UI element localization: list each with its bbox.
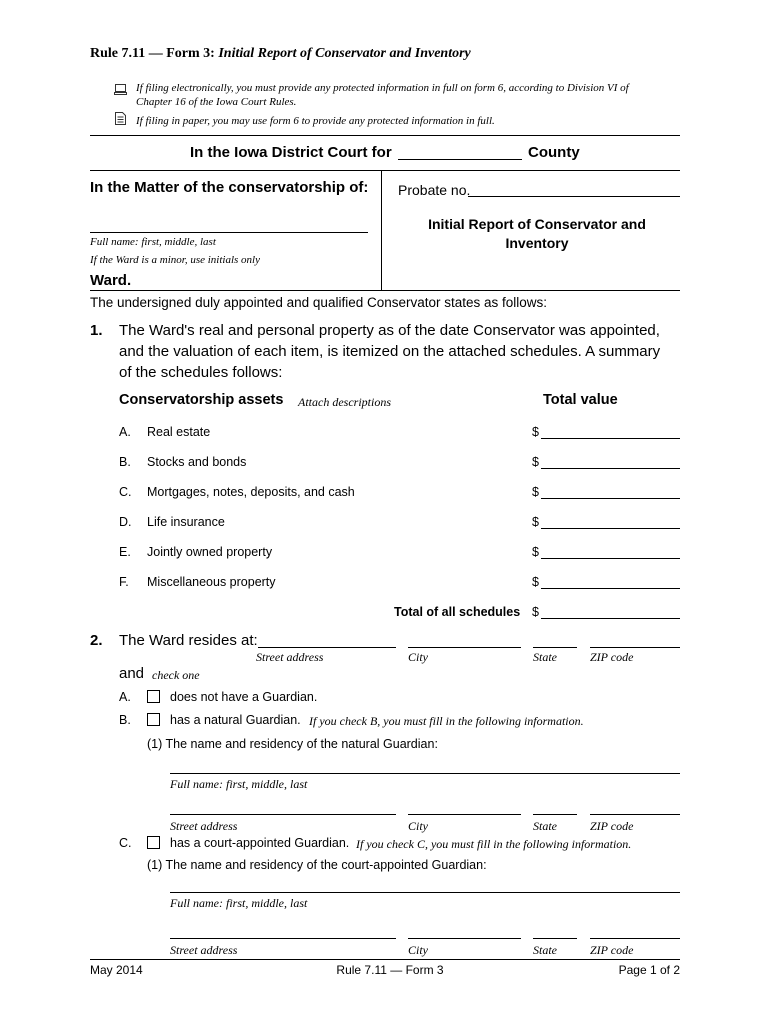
ward-label: Ward. [90,272,132,289]
asset-label: Miscellaneous property [147,575,276,589]
option-c-checkbox[interactable] [147,836,160,849]
asset-letter: B. [119,455,131,469]
asset-value-field[interactable] [541,468,680,469]
form-rule-heading [90,46,471,62]
city-label: City [408,650,428,664]
section1-number: 1. [90,322,103,339]
state-label: State [533,650,557,664]
section1-line2: and the valuation of each item, is itemized on the attached schedules. A summary [119,343,661,360]
asset-letter: D. [119,515,132,529]
natural-guardian-zip-field[interactable] [590,814,680,815]
court-guardian-name-field[interactable] [170,892,680,893]
court-suffix: County [528,144,580,161]
ward-fullname-hint: Full name: first, middle, last [90,236,216,248]
option-b-letter: B. [119,713,131,727]
currency-symbol: $ [532,485,539,499]
city-label: City [408,819,428,833]
divider [90,170,680,171]
asset-letter: A. [119,425,131,439]
total-value-field[interactable] [541,618,680,619]
option-b-text: has a natural Guardian. [170,713,301,727]
total-heading: Total value [543,392,618,408]
notice-electronic-2: Chapter 16 of the Iowa Court Rules. [136,96,297,108]
option-a-text: does not have a Guardian. [170,690,318,704]
court-guardian-state-field[interactable] [533,938,577,939]
asset-value-field[interactable] [541,558,680,559]
currency-symbol: $ [532,575,539,589]
total-schedules-label: Total of all schedules [394,605,521,619]
footer-date: May 2014 [90,963,143,977]
form-title: Initial Report of Conservator and Inventory [218,46,471,61]
option-c-sub: (1) The name and residency of the court-appointed Guardian: [147,858,487,872]
asset-value-field[interactable] [541,528,680,529]
rule-number: Rule 7.11 — Form 3: [90,46,215,61]
asset-label: Jointly owned property [147,545,273,559]
report-title-line2: Inventory [505,235,569,251]
asset-label: Life insurance [147,515,225,529]
asset-label: Stocks and bonds [147,455,247,469]
ward-state-field[interactable] [533,647,577,648]
natural-guardian-state-field[interactable] [533,814,577,815]
footer-page: Page 1 of 2 [618,963,680,977]
zip-label: ZIP code [590,819,634,833]
court-guardian-city-field[interactable] [408,938,521,939]
county-field[interactable] [398,159,522,160]
guardian-fullname-hint: Full name: first, middle, last [170,777,308,791]
section1-line1: The Ward's real and personal property as of the date Conservator was appointed, [119,322,660,339]
ward-zip-field[interactable] [590,647,680,648]
currency-symbol: $ [532,455,539,469]
guardian-fullname-hint: Full name: first, middle, last [170,896,308,910]
option-b-sub: (1) The name and residency of the natural Guardian: [147,737,438,751]
currency-symbol: $ [532,515,539,529]
asset-letter: F. [119,575,129,589]
footer-divider [90,959,680,960]
divider [90,135,680,136]
option-c-text: has a court-appointed Guardian. [170,836,350,850]
notice-paper: If filing in paper, you may use form 6 to provide any protected information in full. [136,115,495,127]
asset-value-field[interactable] [541,588,680,589]
asset-value-field[interactable] [541,498,680,499]
natural-guardian-street-field[interactable] [170,814,396,815]
asset-label: Mortgages, notes, deposits, and cash [147,485,355,499]
currency-symbol: $ [532,425,539,439]
court-guardian-zip-field[interactable] [590,938,680,939]
court-prefix: In the Iowa District Court for [190,144,392,161]
ward-street-field[interactable] [258,647,396,648]
currency-symbol: $ [532,545,539,559]
probate-number-field[interactable] [468,196,680,197]
option-c-hint: If you check C, you must fill in the following information. [356,837,632,851]
ward-minor-hint: If the Ward is a minor, use initials only [90,254,260,266]
currency-symbol: $ [532,605,539,619]
section2-number: 2. [90,632,103,649]
assets-heading: Conservatorship assets [119,392,284,408]
natural-guardian-name-field[interactable] [170,773,680,774]
court-guardian-street-field[interactable] [170,938,396,939]
section1-line3: of the schedules follows: [119,364,283,381]
notice-electronic-1: If filing electronically, you must provide any protected information in full on form 6, according to Division VI of [136,82,629,94]
option-a-checkbox[interactable] [147,690,160,703]
divider [90,290,680,291]
zip-label: ZIP code [590,943,634,957]
option-c-letter: C. [119,836,132,850]
computer-icon [114,82,127,100]
matter-label: In the Matter of the conservatorship of: [90,179,369,196]
footer-form: Rule 7.11 — Form 3 [336,963,444,977]
ward-name-field[interactable] [90,232,368,233]
ward-city-field[interactable] [408,647,521,648]
street-label: Street address [170,819,238,833]
option-b-hint: If you check B, you must fill in the following information. [309,714,584,728]
asset-value-field[interactable] [541,438,680,439]
assets-hint: Attach descriptions [298,395,391,409]
probate-label: Probate no. [398,182,471,198]
city-label: City [408,943,428,957]
resides-label: The Ward resides at: [119,632,258,649]
document-icon [115,112,126,130]
zip-label: ZIP code [590,650,634,664]
check-one-hint: check one [152,668,200,682]
and-label: and [119,665,145,682]
asset-letter: C. [119,485,132,499]
street-label: Street address [256,650,324,664]
state-label: State [533,943,557,957]
asset-label: Real estate [147,425,211,439]
option-b-checkbox[interactable] [147,713,160,726]
state-label: State [533,819,557,833]
report-title-line1: Initial Report of Conservator and [428,216,646,232]
asset-letter: E. [119,545,131,559]
street-label: Street address [170,943,238,957]
option-a-letter: A. [119,690,131,704]
natural-guardian-city-field[interactable] [408,814,521,815]
intro-text: The undersigned duly appointed and qualified Conservator states as follows: [90,295,548,310]
